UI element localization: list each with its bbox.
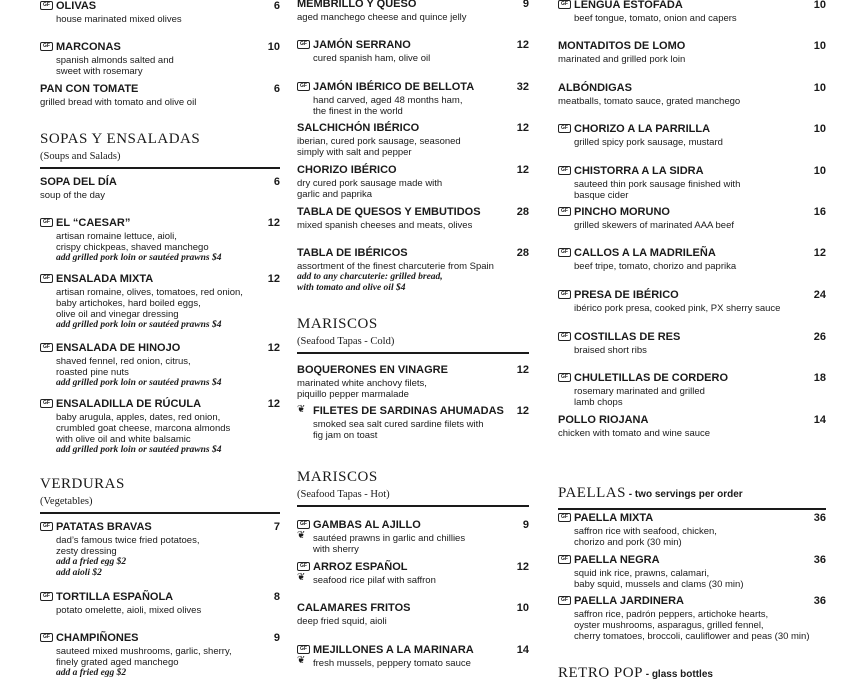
menu-item-price: 10 (813, 82, 826, 94)
gluten-free-icon (40, 522, 53, 531)
section-rule (297, 505, 529, 507)
menu-item (40, 41, 280, 77)
menu-item-description: deep fried squid, aioli (297, 616, 387, 627)
menu-item-description: grilled spicy pork sausage, mustard (574, 137, 723, 148)
section-subtitle: (Soups and Salads) (40, 151, 121, 162)
menu-item (297, 405, 529, 441)
section-title (558, 484, 826, 504)
menu-item-price: 12 (267, 217, 280, 229)
menu-item-price: 8 (273, 591, 280, 603)
menu-item-description: meatballs, tomato sauce, grated manchego (558, 96, 741, 107)
gluten-free-icon (40, 42, 53, 51)
menu-item (297, 519, 529, 555)
gluten-free-icon (297, 82, 310, 91)
menu-item-description: potato omelette, aioli, mixed olives (56, 605, 202, 616)
section-rule (297, 352, 529, 354)
menu-item-name: PAELLA JARDINERA (574, 595, 685, 607)
menu-item-name: POLLO RIOJANA (558, 414, 649, 426)
menu-item-price: 9 (273, 632, 280, 644)
menu-item-name: TORTILLA ESPAÑOLA (56, 591, 174, 603)
section-title (297, 315, 529, 333)
menu-item (558, 331, 826, 356)
menu-item-addon-note: add grilled pork loin or sautéed prawns $4 (56, 253, 222, 263)
gluten-free-icon (40, 592, 53, 601)
menu-item-name: JAMÓN SERRANO (313, 39, 411, 51)
menu-item (40, 521, 280, 579)
section-title-suffix: - two servings per order (625, 489, 743, 500)
menu-item-description: grilled skewers of marinated AAA beef (574, 220, 735, 231)
menu-item (558, 206, 826, 231)
menu-item (40, 0, 280, 25)
menu-item-description: sautéed prawns in garlic and chillies with sherry (313, 533, 466, 555)
menu-item-name: ARROZ ESPAÑOL (313, 561, 408, 573)
menu-item-name: PINCHO MORUNO (574, 206, 670, 218)
section-header (558, 664, 826, 684)
gluten-free-icon (297, 520, 310, 529)
menu-item-description: sauteed thin pork sausage finished with basque cider (574, 179, 741, 201)
menu-item-description: seafood rice pilaf with saffron (313, 575, 436, 586)
menu-item-description: dad’s famous twice fried potatoes, zesty dressing (56, 535, 200, 557)
menu-item-name: COSTILLAS DE RES (574, 331, 681, 343)
section-title-suffix: - glass bottles (642, 669, 713, 680)
menu-item-price: 10 (813, 165, 826, 177)
menu-item-name: MEJILLONES A LA MARINARA (313, 644, 474, 656)
menu-item-description: baby arugula, apples, dates, red onion, crumbled goat cheese, marcona almonds with olive oil and white balsamic (56, 412, 231, 445)
gluten-free-icon (558, 596, 571, 605)
menu-item-name: JAMÓN IBÉRICO DE BELLOTA (313, 81, 475, 93)
menu-item-name: CHISTORRA A LA SIDRA (574, 165, 704, 177)
menu-item-description: grilled bread with tomato and olive oil (40, 97, 197, 108)
menu-item-name: LENGUA ESTOFADA (574, 0, 683, 11)
gluten-free-icon (558, 207, 571, 216)
section-title (558, 664, 826, 684)
menu-item-price: 12 (516, 561, 529, 573)
section-title (40, 130, 280, 148)
menu-item-name: SOPA DEL DÍA (40, 176, 117, 188)
gluten-free-icon (40, 218, 53, 227)
menu-item-description: fresh mussels, peppery tomato sauce (313, 658, 471, 669)
section-rule (558, 508, 826, 510)
menu-item (558, 82, 826, 107)
menu-item-name: FILETES DE SARDINAS AHUMADAS (313, 405, 504, 417)
seafood-icon: ❦ (297, 404, 306, 415)
menu-item-price: 14 (813, 414, 826, 426)
gluten-free-icon (40, 343, 53, 352)
menu-item (40, 83, 280, 108)
menu-item-description: sauteed mixed mushrooms, garlic, sherry, finely grated aged manchego (56, 646, 232, 668)
menu-item-price: 12 (516, 39, 529, 51)
menu-item-description: dry cured pork sausage made with garlic and paprika (297, 178, 443, 200)
menu-item-name: CHORIZO IBÉRICO (297, 164, 397, 176)
menu-item (558, 595, 826, 642)
menu-item (297, 164, 529, 200)
menu-item-price: 6 (273, 83, 280, 95)
menu-item-price: 12 (516, 405, 529, 417)
menu-item-price: 10 (813, 123, 826, 135)
menu-item-name: PAELLA MIXTA (574, 512, 654, 524)
menu-item-name: MEMBRILLO Y QUESO (297, 0, 417, 10)
section-subtitle: (Seafood Tapas - Hot) (297, 489, 390, 500)
menu-item-name: ENSALADA MIXTA (56, 273, 154, 285)
menu-item-addon-note: add grilled pork loin or sautéed prawns $4 (56, 378, 222, 388)
menu-item-price: 36 (813, 554, 826, 566)
menu-item-price: 6 (273, 176, 280, 188)
menu-item (558, 0, 826, 24)
gluten-free-icon (558, 373, 571, 382)
menu-item (297, 39, 529, 64)
menu-item-name: PAELLA NEGRA (574, 554, 660, 566)
menu-item-name: ENSALADA DE HINOJO (56, 342, 181, 354)
menu-item-price: 12 (267, 398, 280, 410)
menu-item (297, 0, 529, 23)
gluten-free-icon (40, 633, 53, 642)
gluten-free-icon (297, 562, 310, 571)
menu-item-description: squid ink rice, prawns, calamari, baby squid, mussels and clams (30 min) (574, 568, 744, 590)
menu-item-name: CHULETILLAS DE CORDERO (574, 372, 728, 384)
seafood-icon: ❦ (297, 572, 306, 583)
section-header (558, 484, 826, 510)
menu-item-addon-note: add a fried egg $2 (56, 668, 127, 678)
gluten-free-icon (40, 274, 53, 283)
menu-item (40, 398, 280, 456)
menu-item-price: 18 (813, 372, 826, 384)
menu-item-price: 12 (516, 164, 529, 176)
menu-item-price: 28 (516, 247, 529, 259)
menu-item-description: spanish almonds salted and sweet with rosemary (56, 55, 174, 77)
menu-item-price: 12 (267, 273, 280, 285)
menu-item-name: ALBÓNDIGAS (558, 82, 632, 94)
section-header (297, 468, 529, 507)
menu-item-description: smoked sea salt cured sardine filets with fig jam on toast (313, 419, 484, 441)
section-title-text: MARISCOS (297, 469, 378, 485)
menu-item-description: soup of the day (40, 190, 105, 201)
gluten-free-icon (558, 166, 571, 175)
section-title-text: RETRO POP (558, 665, 643, 681)
menu-item (558, 40, 826, 65)
menu-item-price: 7 (273, 521, 280, 533)
section-title (40, 475, 280, 493)
gluten-free-icon (297, 645, 310, 654)
menu-item (40, 273, 280, 331)
menu-item-price: 12 (267, 342, 280, 354)
menu-item (40, 632, 280, 679)
section-title-text: VERDURAS (40, 476, 125, 492)
menu-item-addon-note: add grilled pork loin or sautéed prawns $4 (56, 445, 222, 455)
section-subtitle: (Vegetables) (40, 496, 93, 507)
menu-item-name: PATATAS BRAVAS (56, 521, 152, 533)
menu-item-price: 12 (813, 247, 826, 259)
menu-item (558, 123, 826, 148)
menu-item-description: rosemary marinated and grilled lamb chops (574, 386, 705, 408)
menu-item-description: aged manchego cheese and quince jelly (297, 12, 467, 23)
menu-item-name: MARCONAS (56, 41, 121, 53)
menu-item-name: TABLA DE QUESOS Y EMBUTIDOS (297, 206, 481, 218)
seafood-icon: ❦ (297, 530, 306, 541)
gluten-free-icon (558, 124, 571, 133)
menu-item-name: MONTADITOS DE LOMO (558, 40, 686, 52)
section-title (297, 468, 529, 486)
menu-item-price: 12 (516, 364, 529, 376)
menu-item (40, 176, 280, 201)
menu-item-price: 6 (273, 0, 280, 12)
menu-item-price: 10 (813, 40, 826, 52)
menu-item-price: 10 (516, 602, 529, 614)
section-header (40, 475, 280, 514)
menu-item-name: OLIVAS (56, 0, 97, 12)
menu-item-price: 24 (813, 289, 826, 301)
menu-item-name: CHORIZO A LA PARRILLA (574, 123, 711, 135)
menu-item-name: CALLOS A LA MADRILEÑA (574, 247, 716, 259)
section-header (297, 315, 529, 354)
menu-item-description: saffron rice with seafood, chicken, chorizo and pork (30 min) (574, 526, 717, 548)
menu-item (558, 289, 826, 314)
menu-item-description: marinated and grilled pork loin (558, 54, 686, 65)
section-title-text: PAELLAS (558, 485, 626, 501)
section-rule (40, 512, 280, 514)
menu-item-description: shaved fennel, red onion, citrus, roasted pine nuts (56, 356, 191, 378)
section-title-text: MARISCOS (297, 316, 378, 332)
menu-item-price: 32 (516, 81, 529, 93)
menu-item (558, 165, 826, 201)
menu-item-description: hand carved, aged 48 months ham, the finest in the world (313, 95, 463, 117)
gluten-free-icon (558, 332, 571, 341)
menu-item (558, 414, 826, 439)
menu-item (297, 81, 529, 117)
menu-item-addon-note: add a fried egg $2 add aioli $2 (56, 557, 127, 578)
menu-item-price: 26 (813, 331, 826, 343)
section-subtitle: (Seafood Tapas - Cold) (297, 336, 395, 347)
menu-item-price: 10 (813, 0, 826, 11)
menu-item-addon-note: add to any charcuterie: grilled bread, with tomato and olive oil $4 (297, 272, 443, 293)
menu-item-price: 28 (516, 206, 529, 218)
section-header (40, 130, 280, 169)
menu-item (297, 206, 529, 231)
menu-item-description: artisan romaine lettuce, aioli, crispy chickpeas, shaved manchego (56, 231, 209, 253)
menu-item-name: BOQUERONES EN VINAGRE (297, 364, 448, 376)
gluten-free-icon (558, 0, 571, 9)
menu-item (40, 342, 280, 389)
menu-item-description: chicken with tomato and wine sauce (558, 428, 711, 439)
menu-item-price: 12 (516, 122, 529, 134)
gluten-free-icon (297, 40, 310, 49)
menu-item-addon-note: add grilled pork loin or sautéed prawns $4 (56, 320, 222, 330)
menu-item-description: beef tongue, tomato, onion and capers (574, 13, 737, 24)
menu-item-description: assortment of the finest charcuterie from Spain (297, 261, 494, 272)
gluten-free-icon (558, 555, 571, 564)
menu-item (558, 512, 826, 548)
menu-item (297, 122, 529, 158)
menu-item-price: 36 (813, 512, 826, 524)
menu-item (297, 247, 529, 294)
menu-item (558, 554, 826, 590)
menu-item-name: TABLA DE IBÉRICOS (297, 247, 408, 259)
menu-item-name: SALCHICHÓN IBÉRICO (297, 122, 420, 134)
gluten-free-icon (558, 248, 571, 257)
menu-item-price: 14 (516, 644, 529, 656)
menu-item-description: ibérico pork presa, cooked pink, PX sherry sauce (574, 303, 781, 314)
menu-item-description: house marinated mixed olives (56, 14, 182, 25)
menu-item-price: 9 (522, 519, 529, 531)
menu-item-name: CALAMARES FRITOS (297, 602, 411, 614)
menu-item-description: iberian, cured pork sausage, seasoned simply with salt and pepper (297, 136, 461, 158)
menu-item-description: artisan romaine, olives, tomatoes, red onion, baby artichokes, hard boiled eggs, olive oil and vinegar dressing (56, 287, 243, 320)
menu-item (297, 602, 529, 627)
section-title-text: SOPAS Y ENSALADAS (40, 131, 201, 147)
menu-item-name: EL “CAESAR” (56, 217, 131, 229)
gluten-free-icon (558, 513, 571, 522)
menu-item (40, 591, 280, 616)
menu-item-price: 10 (267, 41, 280, 53)
menu-item-description: saffron rice, padrón peppers, artichoke hearts, oyster mushrooms, asparagus, grilled fennel, cherry tomatoes, broccoli, cauliflower and peas (30 min) (574, 609, 810, 642)
menu-item (297, 364, 529, 400)
seafood-icon: ❦ (297, 655, 306, 666)
section-rule (40, 167, 280, 169)
menu-item-price: 9 (522, 0, 529, 10)
menu-item-description: cured spanish ham, olive oil (313, 53, 431, 64)
menu-item (297, 644, 529, 669)
menu-item-price: 36 (813, 595, 826, 607)
menu-item-description: mixed spanish cheeses and meats, olives (297, 220, 473, 231)
menu-item-description: braised short ribs (574, 345, 647, 356)
menu-item (40, 217, 280, 264)
menu-item (558, 372, 826, 408)
gluten-free-icon (558, 290, 571, 299)
menu-item-description: marinated white anchovy filets, piquillo pepper marmalade (297, 378, 427, 400)
menu-item (297, 561, 529, 586)
menu-item-name: GAMBAS AL AJILLO (313, 519, 421, 531)
menu-item (558, 247, 826, 272)
menu-item-name: CHAMPIÑONES (56, 632, 139, 644)
menu-item-description: beef tripe, tomato, chorizo and paprika (574, 261, 737, 272)
gluten-free-icon (40, 399, 53, 408)
menu-item-name: ENSALADILLA DE RÚCULA (56, 398, 202, 410)
menu-item-name: PAN CON TOMATE (40, 83, 139, 95)
gluten-free-icon (40, 1, 53, 10)
menu-item-name: PRESA DE IBÉRICO (574, 289, 679, 301)
menu-item-price: 16 (813, 206, 826, 218)
